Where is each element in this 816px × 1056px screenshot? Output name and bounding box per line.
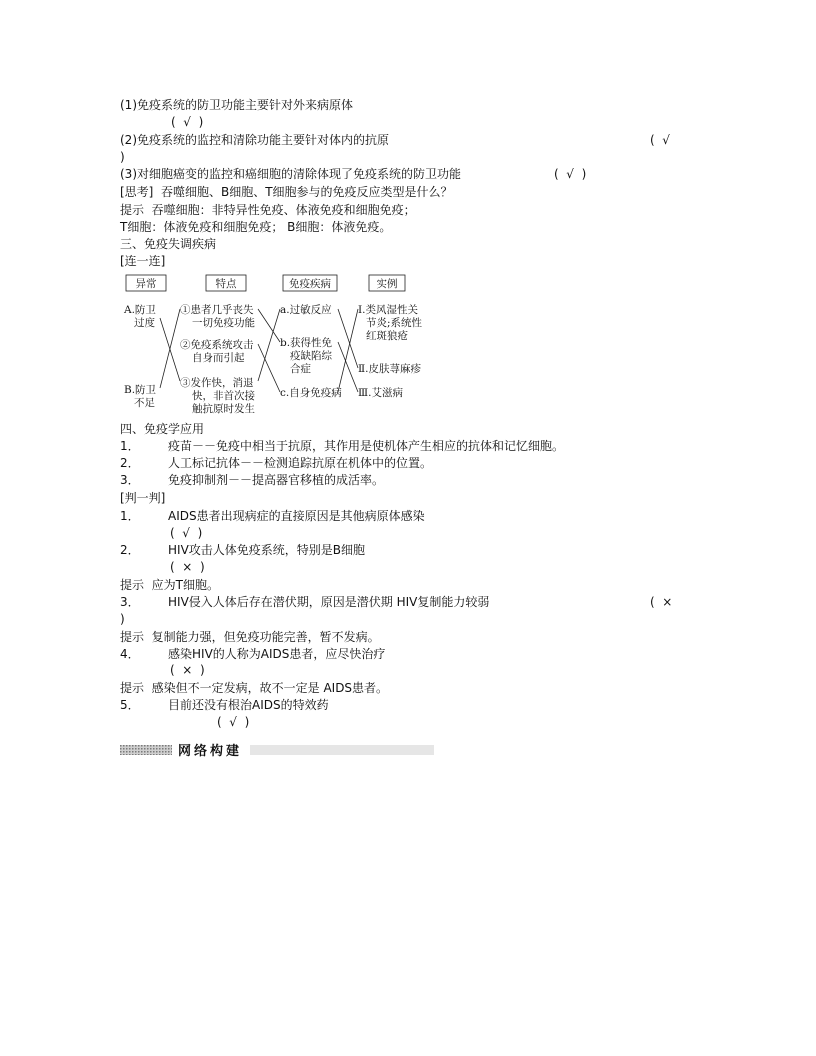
judge-4-hint: 提示 感染但不一定发病，故不一定是 AIDS患者。 (120, 681, 389, 695)
judge-2-num: 2． (120, 543, 140, 557)
section4-item-3-text: 免疫抑制剂－－提高器官移植的成活率。 (168, 473, 385, 487)
judge-5-num: 5． (120, 698, 140, 712)
judge-2-text: HIV攻击人体免疫系统，特别是B细胞 (168, 543, 366, 557)
col4-3: Ⅲ.艾滋病 (358, 387, 403, 399)
answer-1: ( √ ) (171, 115, 204, 129)
col3-b-line2: 疫缺陷综 (290, 350, 332, 362)
think-question: [思考] 吞噬细胞、B细胞、T细胞参与的免疫反应类型是什么？ (120, 185, 453, 199)
header-feature: 特点 (215, 278, 237, 290)
judge-3-answer-close: ) (120, 612, 125, 626)
statement-3: (3)对细胞癌变的监控和癌细胞的清除体现了免疫系统的防卫功能 (120, 167, 462, 181)
col3-b-line1: b.获得性免 (280, 337, 333, 349)
think-hint-2: T细胞：体液免疫和细胞免疫； B细胞：体液免疫。 (120, 220, 392, 234)
col4-1-line1: Ⅰ.类风湿性关 (358, 304, 418, 316)
col1-b-line1: B.防卫 (124, 384, 157, 396)
judge-1-num: 1． (120, 509, 140, 523)
col2-2-line1: ②免疫系统攻击 (180, 339, 254, 351)
col2-2-line2: 自身而引起 (192, 352, 245, 364)
col4-1-line2: 节炎;系统性 (366, 317, 423, 329)
section4-title: 四、免疫学应用 (120, 422, 205, 436)
header-abnormal: 异常 (135, 278, 157, 290)
link-b-1 (160, 309, 180, 388)
col2-3-line3: 触抗原时发生 (192, 403, 255, 415)
header-example: 实例 (376, 278, 398, 290)
banner-hatch (120, 745, 172, 755)
matching-diagram (120, 268, 440, 420)
section4-item-3-num: 3． (120, 473, 140, 487)
answer-3: ( √ ) (554, 167, 587, 181)
col2-1-line1: ①患者几乎丧失 (180, 304, 254, 316)
col3-c: c.自身免疫病 (280, 387, 342, 399)
col4-1-line3: 红斑狼疮 (366, 330, 408, 342)
col2-3-line1: ③发作快，消退 (180, 377, 254, 389)
col4-2: Ⅱ.皮肤荨麻疹 (358, 363, 421, 375)
judge-label: [判一判] (120, 491, 166, 505)
col2-3-line2: 快，非首次接 (192, 390, 255, 402)
section3-title: 三、免疫失调疾病 (120, 237, 217, 251)
judge-3-hint: 提示 复制能力强，但免疫功能完善，暂不发病。 (120, 630, 380, 644)
judge-3-num: 3． (120, 595, 140, 609)
statement-1: (1)免疫系统的防卫功能主要针对外来病原体 (120, 98, 353, 112)
judge-4-num: 4． (120, 647, 140, 661)
col3-a: a.过敏反应 (280, 304, 332, 316)
answer-2-close: ) (120, 150, 125, 164)
col1-b-line2: 不足 (134, 397, 155, 409)
section4-item-2-text: 人工标记抗体－－检测追踪抗原在机体中的位置。 (168, 456, 433, 470)
col2-1-line2: 一切免疫功能 (192, 317, 255, 329)
judge-2-hint: 提示 应为T细胞。 (120, 578, 219, 592)
answer-2: ( √ (650, 133, 670, 147)
judge-4-answer: ( × ) (170, 663, 205, 677)
banner-bar (258, 745, 434, 755)
judge-2-answer: ( × ) (170, 560, 205, 574)
judge-5-answer: ( √ ) (217, 715, 250, 729)
link-2-c (258, 344, 280, 392)
banner-title: 网络构建 (178, 744, 243, 758)
judge-3-text: HIV侵入人体后存在潜伏期，原因是潜伏期 HIV复制能力较弱 (168, 595, 490, 609)
header-disease: 免疫疾病 (289, 278, 331, 290)
judge-3-answer: ( × (650, 595, 673, 609)
statement-2: (2)免疫系统的监控和清除功能主要针对体内的抗原 (120, 133, 389, 147)
judge-5-text: 目前还没有根治AIDS的特效药 (168, 698, 329, 712)
section4-item-2-num: 2． (120, 456, 140, 470)
link-a-II (338, 309, 358, 368)
col1-a-line2: 过度 (134, 317, 155, 329)
section4-item-1-text: 疫苗－－免疫中相当于抗原，其作用是使机体产生相应的抗体和记忆细胞。 (168, 439, 565, 453)
section4-item-1-num: 1． (120, 439, 140, 453)
link-label: [连一连] (120, 254, 166, 268)
col3-b-line3: 合症 (290, 363, 311, 375)
judge-1-text: AIDS患者出现病症的直接原因是其他病原体感染 (168, 509, 425, 523)
col1-a-line1: A.防卫 (124, 304, 156, 316)
network-banner (120, 742, 434, 758)
think-hint-1: 提示 吞噬细胞：非特异性免疫、体液免疫和细胞免疫； (120, 203, 416, 217)
judge-4-text: 感染HIV的人称为AIDS患者，应尽快治疗 (168, 647, 386, 661)
link-1-b (258, 309, 280, 342)
judge-1-answer: ( √ ) (170, 526, 203, 540)
link-3-a (258, 309, 280, 381)
